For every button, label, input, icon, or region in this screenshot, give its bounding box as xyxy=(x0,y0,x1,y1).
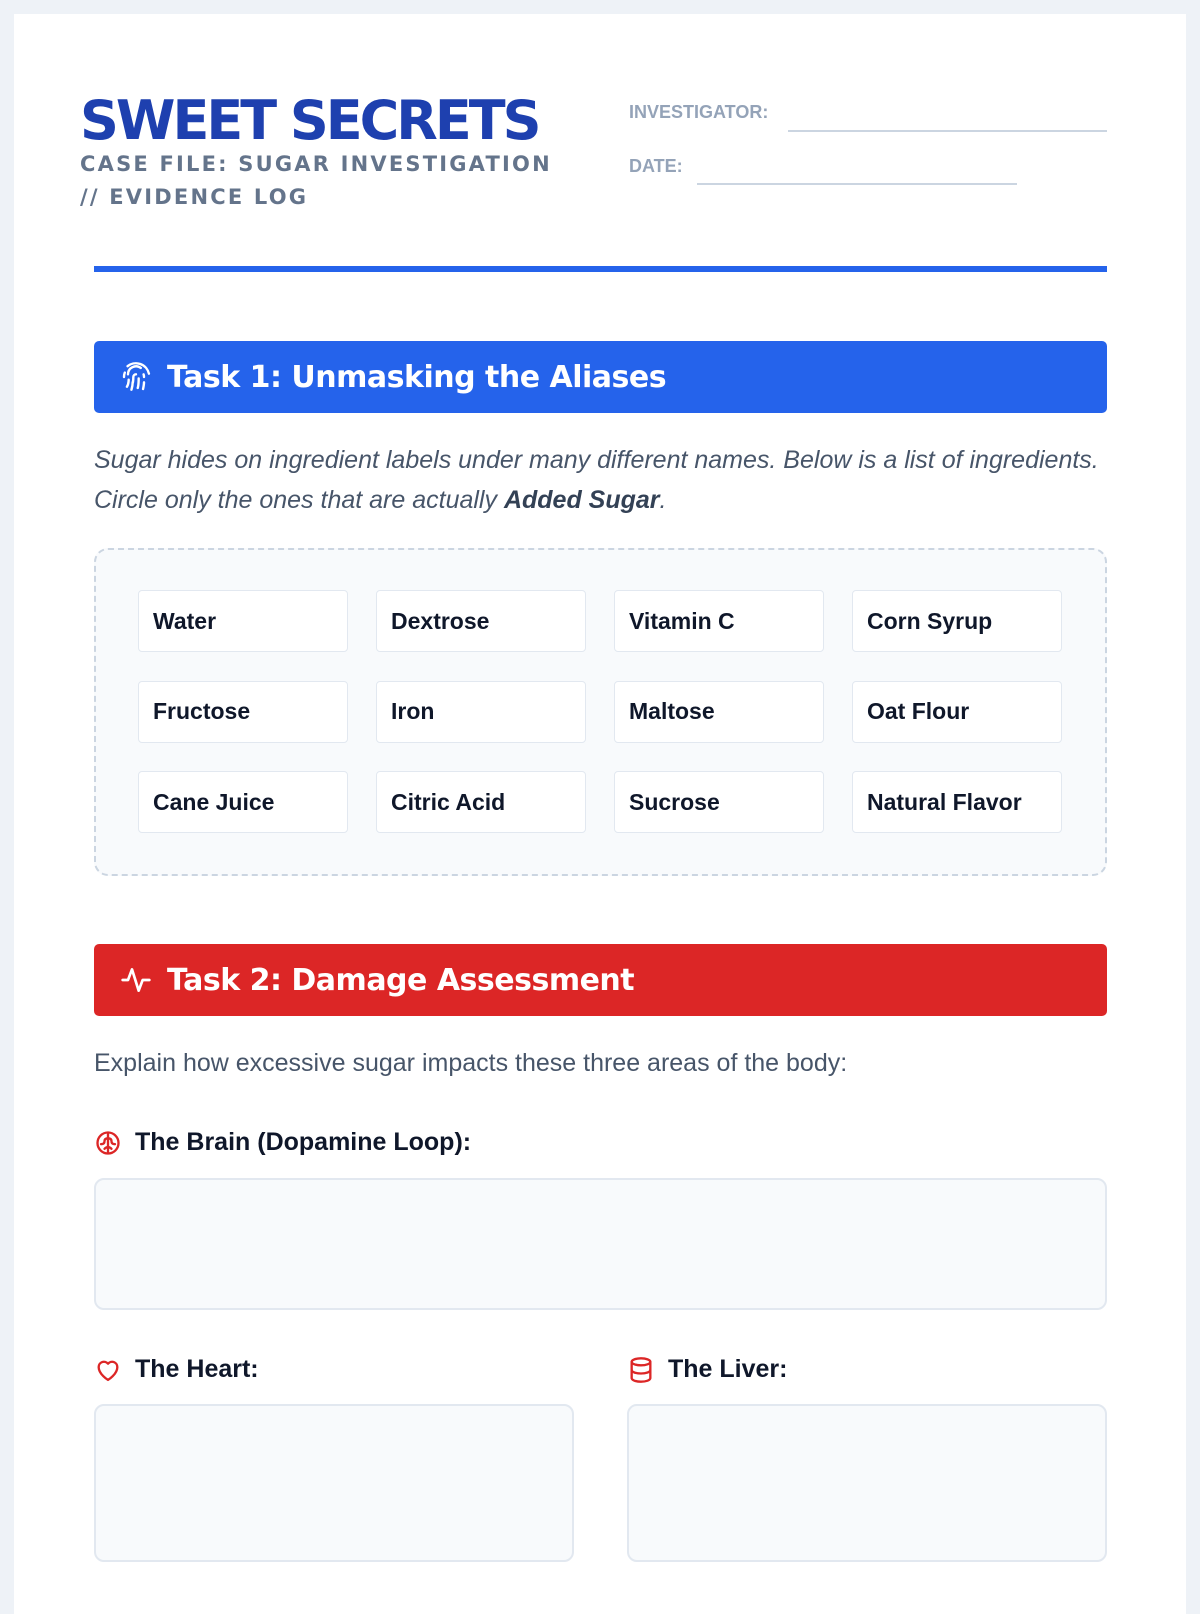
activity-icon xyxy=(120,964,152,996)
task1-banner xyxy=(94,341,1107,413)
ingredient-grid xyxy=(94,548,1107,876)
ingredient-chip[interactable]: Fructose xyxy=(138,681,348,743)
ingredient-chip[interactable]: Iron xyxy=(376,681,586,743)
task2-title: Task 2: Damage Assessment xyxy=(167,962,635,998)
task1-instructions-end: . xyxy=(659,486,667,514)
liver-answer-box[interactable] xyxy=(627,1404,1107,1562)
brain-icon xyxy=(94,1129,122,1157)
ingredient-chip[interactable]: Vitamin C xyxy=(614,590,824,652)
investigator-field[interactable] xyxy=(788,130,1107,132)
heart-label: The Heart: xyxy=(135,1355,259,1383)
brain-answer-box[interactable] xyxy=(94,1178,1107,1310)
liver-prompt xyxy=(627,1355,787,1384)
page-subtitle: CASE FILE: SUGAR INVESTIGATION // EVIDENCE LOG xyxy=(80,152,552,209)
brain-prompt xyxy=(94,1128,471,1157)
ingredient-chip[interactable]: Sucrose xyxy=(614,771,824,833)
investigator-label: INVESTIGATOR: xyxy=(629,102,769,122)
task1-instructions xyxy=(94,440,1107,520)
brain-label: The Brain (Dopamine Loop): xyxy=(135,1128,472,1156)
ingredient-chip[interactable]: Citric Acid xyxy=(376,771,586,833)
ingredient-chip[interactable]: Dextrose xyxy=(376,590,586,652)
ingredient-chip[interactable]: Corn Syrup xyxy=(852,590,1062,652)
date-label: DATE: xyxy=(629,156,683,176)
task2-banner xyxy=(94,944,1107,1016)
heart-answer-box[interactable] xyxy=(94,1404,574,1562)
page-title: SWEET SECRETS xyxy=(80,89,539,152)
task1-title: Task 1: Unmasking the Aliases xyxy=(167,359,667,395)
task2-instructions: Explain how excessive sugar impacts these three areas of the body: xyxy=(94,1049,848,1077)
task1-instructions-text: Sugar hides on ingredient labels under many different names. Below is a list of ingredients. Circle only the ones that are actually xyxy=(94,446,1099,514)
header-divider xyxy=(94,266,1107,272)
heart-icon xyxy=(94,1356,122,1384)
fingerprint-icon xyxy=(120,361,152,393)
heart-prompt xyxy=(94,1355,259,1384)
ingredient-chip[interactable]: Maltose xyxy=(614,681,824,743)
ingredient-chip[interactable]: Natural Flavor xyxy=(852,771,1062,833)
ingredient-chip[interactable]: Water xyxy=(138,590,348,652)
task1-instructions-emphasis: Added Sugar xyxy=(503,486,660,514)
liver-icon xyxy=(627,1356,655,1384)
ingredient-chip[interactable]: Oat Flour xyxy=(852,681,1062,743)
ingredient-chip[interactable]: Cane Juice xyxy=(138,771,348,833)
liver-label: The Liver: xyxy=(668,1355,788,1383)
date-field[interactable] xyxy=(697,183,1017,185)
